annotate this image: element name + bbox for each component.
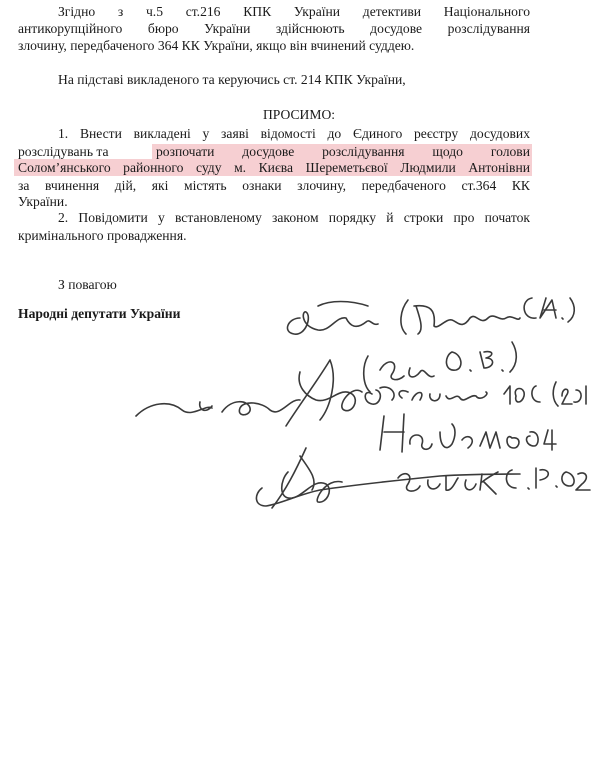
request-heading: ПРОСИМО: <box>262 107 336 122</box>
closing-text: З повагою <box>58 277 117 292</box>
paragraph-line: злочину, передбаченого 364 КК України, якщо він вчинений суддею. <box>18 38 415 53</box>
item-1-line: за вчинення дій, які містять ознаки злочину, передбаченого ст.364 КК <box>18 178 530 193</box>
item-1-line: України. <box>18 194 68 209</box>
item-1-line: 1. Внести викладені у заяві відомості до Єдиного реєстру досудових <box>58 126 530 141</box>
paragraph-line: антикорупційного бюро України здійснюють досудове розслідування <box>18 21 530 36</box>
paragraph-line: Згідно з ч.5 ст.216 КПК України детективи Національного <box>58 4 530 19</box>
item-2-line: кримінального провадження. <box>18 228 187 243</box>
item-1-highlighted-line: розпочати досудове розслідування щодо голови <box>156 144 530 159</box>
paragraph-line: На підставі викладеного та керуючись ст. 214 КПК України, <box>58 72 406 87</box>
item-1-highlighted-line: Солом’янського районного суду м. Києва Шереметьєвої Людмили Антонівни <box>18 160 530 175</box>
signatory-title: Народні депутати України <box>18 306 181 321</box>
item-1-line: розслідувань та <box>18 144 109 159</box>
item-2-line: 2. Повідомити у встановленому законом порядку й строки про початок <box>58 210 530 225</box>
